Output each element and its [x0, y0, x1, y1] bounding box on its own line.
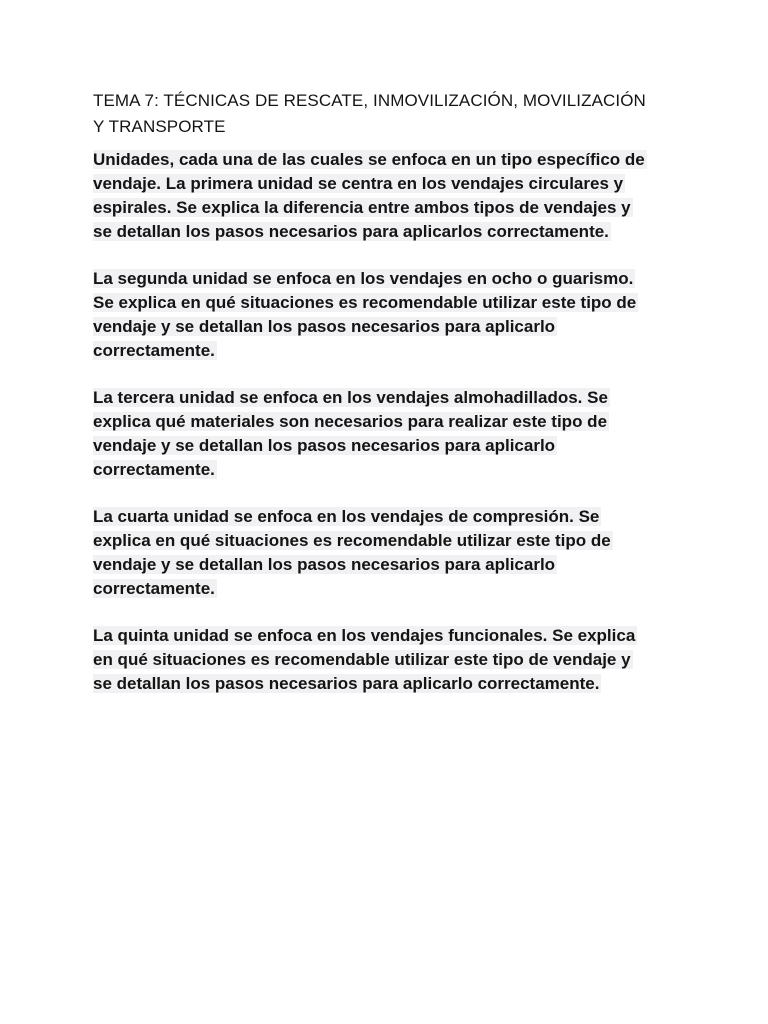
text-line: explica en qué situaciones es recomendable utilizar este tipo de [93, 531, 611, 550]
text-line: Se explica en qué situaciones es recomendable utilizar este tipo de [93, 293, 637, 312]
text-line: La segunda unidad se enfoca en los vendajes en ocho o guarismo. [93, 269, 634, 288]
paragraph-unit-2 [93, 267, 683, 363]
text-line: se detallan los pasos necesarios para aplicarlos correctamente. [93, 222, 609, 241]
text-line: correctamente. [93, 341, 215, 360]
paragraph-unit-1 [93, 148, 683, 244]
text-line: correctamente. [93, 460, 215, 479]
title-line: TEMA 7: TÉCNICAS DE RESCATE, INMOVILIZACIÓN, MOVILIZACIÓN [93, 91, 646, 110]
document-page [93, 88, 683, 719]
text-line: Unidades, cada una de las cuales se enfoca en un tipo específico de [93, 150, 645, 169]
text-line: vendaje y se detallan los pasos necesarios para aplicarlo [93, 436, 556, 455]
paragraph-unit-3 [93, 386, 683, 482]
text-line: explica qué materiales son necesarios para realizar este tipo de [93, 412, 608, 431]
text-line: correctamente. [93, 579, 215, 598]
text-line: vendaje y se detallan los pasos necesarios para aplicarlo [93, 555, 556, 574]
document-title [93, 88, 683, 140]
text-line: en qué situaciones es recomendable utilizar este tipo de vendaje y [93, 650, 631, 669]
paragraph-unit-5 [93, 624, 683, 696]
text-line: vendaje y se detallan los pasos necesarios para aplicarlo [93, 317, 556, 336]
text-line: La tercera unidad se enfoca en los vendajes almohadillados. Se [93, 388, 608, 407]
document-body [93, 148, 683, 696]
text-line: se detallan los pasos necesarios para aplicarlo correctamente. [93, 674, 600, 693]
text-line: vendaje. La primera unidad se centra en los vendajes circulares y [93, 174, 624, 193]
title-line: Y TRANSPORTE [93, 117, 226, 136]
text-line: La cuarta unidad se enfoca en los vendajes de compresión. Se [93, 507, 600, 526]
text-line: espirales. Se explica la diferencia entre ambos tipos de vendajes y [93, 198, 631, 217]
text-line: La quinta unidad se enfoca en los vendajes funcionales. Se explica [93, 626, 636, 645]
paragraph-unit-4 [93, 505, 683, 601]
